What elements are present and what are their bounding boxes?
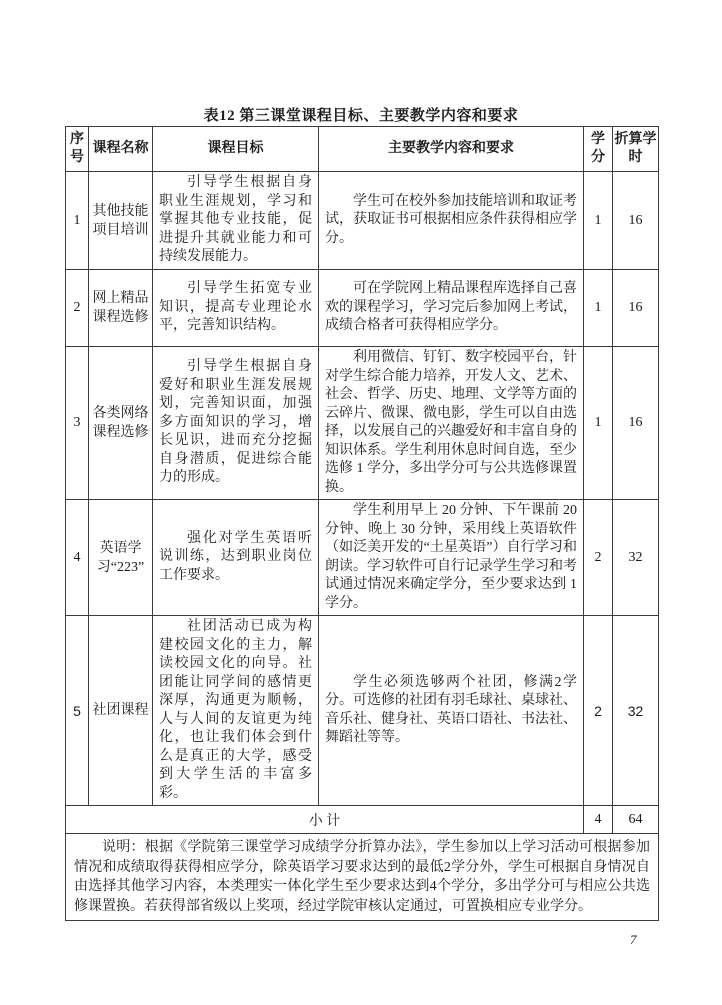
header-course-name: 课程名称 bbox=[89, 127, 153, 172]
header-converted-hours: 折算学时 bbox=[613, 127, 659, 172]
teaching-content: 学生必须选够两个社团，修满2学分。可选修的社团有羽毛球社、桌球社、音乐社、健身社、英语口语社、书法社、舞蹈社等等。 bbox=[319, 616, 584, 806]
course-name: 网上精品课程选修 bbox=[89, 270, 153, 347]
table-row bbox=[66, 616, 659, 806]
course-objective: 强化对学生英语听说训练，达到职业岗位工作要求。 bbox=[153, 500, 319, 616]
note-row bbox=[66, 834, 659, 921]
credit-value: 1 bbox=[584, 270, 613, 347]
subtotal-row bbox=[66, 806, 659, 834]
subtotal-label: 小 计 bbox=[66, 806, 584, 834]
row-index: 3 bbox=[66, 347, 89, 500]
table-row bbox=[66, 172, 659, 270]
subtotal-credit: 4 bbox=[584, 806, 613, 834]
subtotal-hours: 64 bbox=[613, 806, 659, 834]
table-row bbox=[66, 347, 659, 500]
header-index: 序号 bbox=[66, 127, 89, 172]
course-objective: 引导学生根据自身爱好和职业生涯发展规划，完善知识面，加强多方面知识的学习，增长见识，进而充分挖掘自身潜质，促进综合能力的形成。 bbox=[153, 347, 319, 500]
course-name: 其他技能项目培训 bbox=[89, 172, 153, 270]
credit-value: 1 bbox=[584, 172, 613, 270]
course-name: 各类网络课程选修 bbox=[89, 347, 153, 500]
hours-value: 32 bbox=[613, 616, 659, 806]
header-course-objective: 课程目标 bbox=[153, 127, 319, 172]
header-teaching-content: 主要教学内容和要求 bbox=[319, 127, 584, 172]
table-caption: 表12 第三课堂课程目标、主要教学内容和要求 bbox=[203, 108, 519, 124]
hours-value: 32 bbox=[613, 500, 659, 616]
course-name: 社团课程 bbox=[89, 616, 153, 806]
row-index: 2 bbox=[66, 270, 89, 347]
course-objective: 引导学生拓宽专业知识，提高专业理论水平，完善知识结构。 bbox=[153, 270, 319, 347]
teaching-content: 学生可在校外参加技能培训和取证考试，获取证书可根据相应条件获得相应学分。 bbox=[319, 172, 584, 270]
table-row bbox=[66, 270, 659, 347]
course-name: 英语学习“223” bbox=[89, 500, 153, 616]
credit-value: 1 bbox=[584, 347, 613, 500]
hours-value: 16 bbox=[613, 270, 659, 347]
credit-value: 2 bbox=[584, 500, 613, 616]
table-note: 说明：根据《学院第三课堂学习成绩学分折算办法》，学生参加以上学习活动可根据参加情况和成绩取得获得相应学分，除英语学习要求达到的最低2学分外，学生可根据自身情况自由选择其他学习内容，本类理实一体化学生至少要求达到4个学分，多出学分可与相应公共选修课置换。若获得部省级以上奖项，经过学院审核认定通过，可置换相应专业学分。 bbox=[66, 834, 659, 921]
page-number: 7 bbox=[630, 932, 637, 947]
course-table bbox=[65, 126, 659, 921]
hours-value: 16 bbox=[613, 172, 659, 270]
table-row bbox=[66, 500, 659, 616]
row-index: 5 bbox=[66, 616, 89, 806]
credit-value: 2 bbox=[584, 616, 613, 806]
table-header-row bbox=[66, 127, 659, 172]
teaching-content: 可在学院网上精品课程库选择自己喜欢的课程学习，学习完后参加网上考试，成绩合格者可获得相应学分。 bbox=[319, 270, 584, 347]
course-objective: 引导学生根据自身职业生涯规划，学习和掌握其他专业技能，促进提升其就业能力和可持续发展能力。 bbox=[153, 172, 319, 270]
hours-value: 16 bbox=[613, 347, 659, 500]
teaching-content: 利用微信、钉钉、数字校园平台，针对学生综合能力培养，开发人文、艺术、社会、哲学、历史、地理、文学等方面的云碎片、微课、微电影，学生可以自由选择，以发展自己的兴趣爱好和丰富自身的知识体系。学生利用休息时间自选，至少选修 1 学分，多出学分可与公共选修课置换。 bbox=[319, 347, 584, 500]
teaching-content: 学生利用早上 20 分钟、下午课前 20 分钟、晚上 30 分钟，采用线上英语软件（如泛美开发的“土星英语”）自行学习和朗读。学习软件可自行记录学生学习和考试通过情况来确定学分，至少要求达到 1 学分。 bbox=[319, 500, 584, 616]
row-index: 4 bbox=[66, 500, 89, 616]
course-objective: 社团活动已成为构建校园文化的主力，解读校园文化的向导。社团能让同学间的感情更深厚，沟通更为顺畅，人与人间的友谊更为纯化，也让我们体会到什么是真正的大学，感受到大学生活的丰富多彩。 bbox=[153, 616, 319, 806]
header-credit: 学分 bbox=[584, 127, 613, 172]
row-index: 1 bbox=[66, 172, 89, 270]
